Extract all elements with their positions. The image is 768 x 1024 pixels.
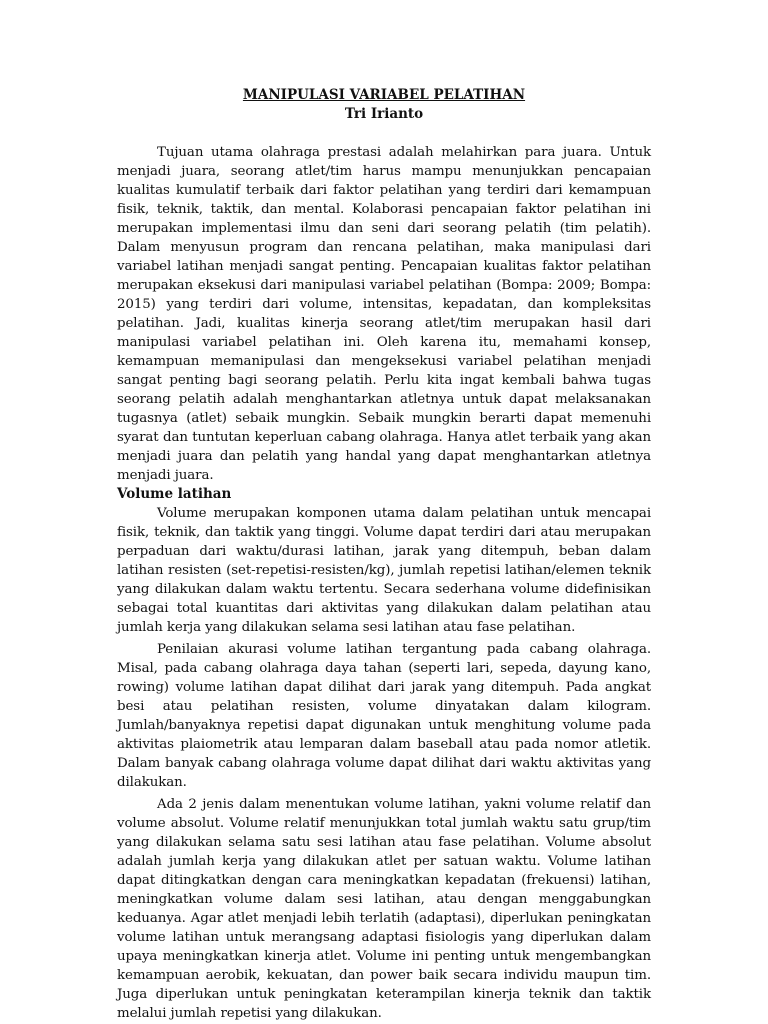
document-author: Tri Irianto (344, 106, 424, 122)
section-paragraph: Ada 2 jenis dalam menentukan volume latihan, yakni volume relatif dan volume absolut. Volume relatif menunjukkan total jumlah waktu satu grup/tim yang dilakukan selama satu sesi latihan atau fase pelatihan. Volume absolut adalah jumlah kerja yang dilakukan atlet per satuan waktu. Volume latihan dapat ditingkatkan dengan cara meningkatkan kepadatan (frekuensi) latihan, meningkatkan volume dalam sesi latihan, atau dengan menggabungkan keduanya. Agar atlet menjadi lebih terlatih (adaptasi), diperlukan peningkatan volume latihan untuk merangsang adaptasi fisiologis yang diperlukan dalam upaya meningkatkan kinerja atlet. Volume ini penting untuk mengembangkan kemampuan aerobik, kekuatan, dan power baik secara individu maupun tim. Juga diperlukan untuk peningkatan keterampilan kinerja teknik dan taktik melalui jumlah repetisi yang dilakukan. (117, 797, 651, 1021)
section-paragraph: Penilaian akurasi volume latihan tergantung pada cabang olahraga. Misal, pada cabang olahraga daya tahan (seperti lari, sepeda, dayung kano, rowing) volume latihan dapat dilihat dari jarak yang ditempuh. Pada angkat besi atau pelatihan resisten, volume dinyatakan dalam kilogram. Jumlah/banyaknya repetisi dapat digunakan untuk menghitung volume pada aktivitas plaiometrik atau lemparan dalam baseball atau pada nomor atletik. Dalam banyak cabang olahraga volume dapat dilihat dari waktu aktivitas yang dilakukan. (117, 642, 651, 790)
section-paragraph: Volume merupakan komponen utama dalam pelatihan untuk mencapai fisik, teknik, dan taktik yang tinggi. Volume dapat terdiri dari atau merupakan perpaduan dari waktu/durasi latihan, jarak yang ditempuh, beban dalam latihan resisten (set-repetisi-resisten/kg), jumlah repetisi latihan/elemen teknik yang dilakukan dalam waktu tertentu. Secara sederhana volume didefinisikan sebagai total kuantitas dari aktivitas yang dilakukan dalam pelatihan atau jumlah kerja yang dilakukan selama sesi latihan atau fase pelatihan. (117, 506, 651, 635)
document-title: MANIPULASI VARIABEL PELATIHAN (242, 87, 526, 103)
intro-paragraph: Tujuan utama olahraga prestasi adalah melahirkan para juara. Untuk menjadi juara, seorang atlet/tim harus mampu menunjukkan pencapaian kualitas kumulatif terbaik dari faktor pelatihan yang terdiri dari kemampuan fisik, teknik, taktik, dan mental. Kolaborasi pencapaian faktor pelatihan ini merupakan implementasi ilmu dan seni dari seorang pelatih (tim pelatih). Dalam menyusun program dan rencana pelatihan, maka manipulasi dari variabel latihan menjadi sangat penting. Pencapaian kualitas faktor pelatihan merupakan eksekusi dari manipulasi variabel pelatihan (Bompa: 2009; Bompa: 2015) yang terdiri dari volume, intensitas, kepadatan, dan kompleksitas pelatihan. Jadi, kualitas kinerja seorang atlet/tim merupakan hasil dari manipulasi variabel pelatihan ini. Oleh karena itu, memahami konsep, kemampuan memanipulasi dan mengeksekusi variabel pelatihan menjadi sangat penting bagi seorang pelatih. Perlu kita ingat kembali bahwa tugas seorang pelatih adalah menghantarkan atletnya untuk dapat melaksanakan tugasnya (atlet) sebaik mungkin. Sebaik mungkin berarti dapat memenuhi syarat dan tuntutan keperluan cabang olahraga. Hanya atlet terbaik yang akan menjadi juara dan pelatih yang handal yang dapat menghantarkan atletnya menjadi juara. (117, 145, 651, 483)
section-heading-volume: Volume latihan (117, 486, 232, 502)
